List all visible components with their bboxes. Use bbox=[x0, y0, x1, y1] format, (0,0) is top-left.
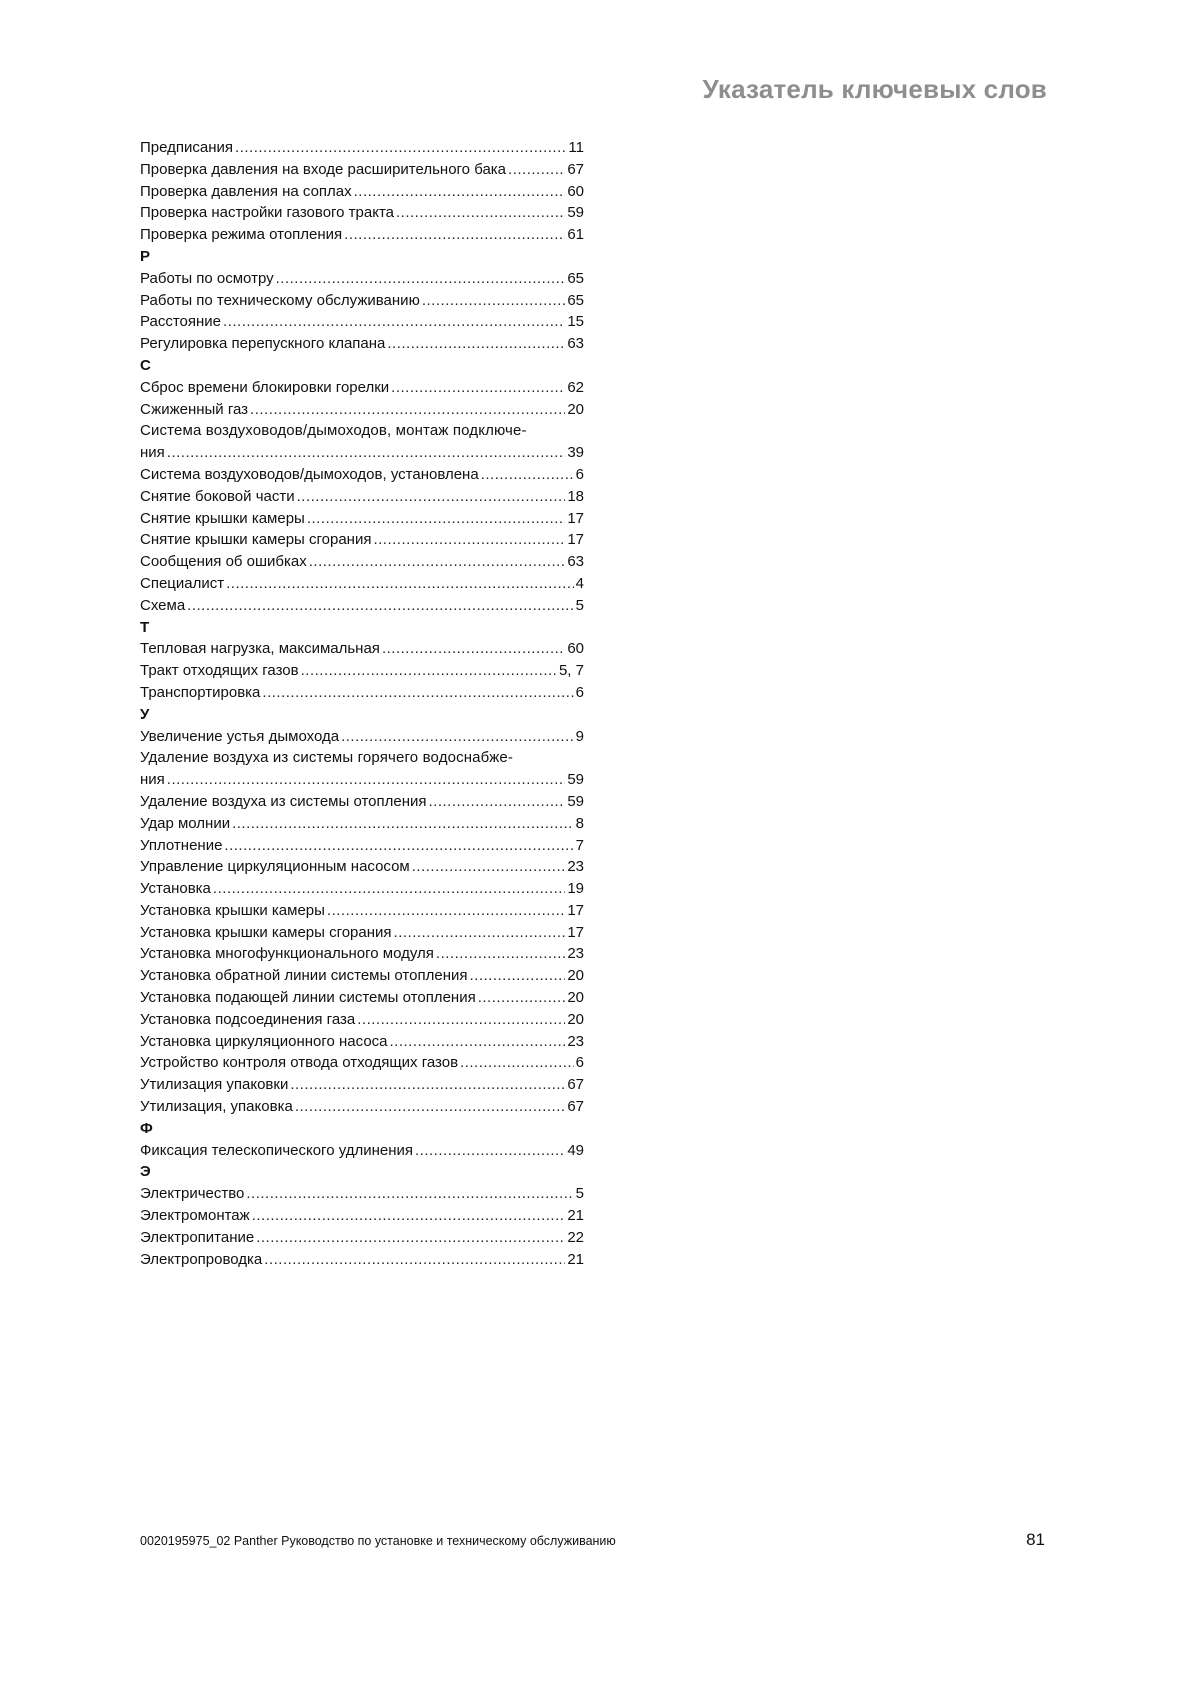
dot-leader bbox=[341, 726, 574, 748]
entry-term: Схема bbox=[140, 596, 186, 614]
entry-page: 6 bbox=[575, 683, 584, 701]
index-entry bbox=[140, 1031, 584, 1053]
entry-term: Предписания bbox=[140, 139, 234, 156]
entry-term: Специалист bbox=[140, 574, 225, 592]
dot-leader bbox=[396, 202, 565, 224]
dot-leader bbox=[276, 268, 566, 290]
entry-term: Тракт отходящих газов bbox=[140, 662, 299, 680]
dot-leader bbox=[309, 551, 566, 573]
entry-page: 17 bbox=[567, 901, 584, 919]
dot-leader bbox=[226, 573, 574, 595]
entry-page: 60 bbox=[567, 182, 584, 200]
entry-term: Регулировка перепускного клапана bbox=[140, 335, 386, 353]
entry-page: 17 bbox=[567, 923, 584, 941]
index-entry bbox=[140, 1205, 584, 1227]
index-group bbox=[140, 246, 584, 355]
index-entry bbox=[140, 1183, 584, 1205]
entry-page: 20 bbox=[567, 967, 584, 985]
entry-term: Установка многофункционального модуля bbox=[140, 945, 434, 963]
index-entry bbox=[140, 987, 584, 1009]
entry-term: Электропитание bbox=[140, 1228, 255, 1246]
entry-page: 21 bbox=[567, 1207, 584, 1225]
dot-leader bbox=[235, 137, 566, 159]
entry-page: 59 bbox=[567, 771, 584, 789]
index-entry-continuation bbox=[140, 769, 584, 791]
dot-leader bbox=[354, 181, 566, 203]
footer-document-info: 0020195975_02 Panther Руководство по установке и техническому обслуживанию bbox=[140, 1534, 616, 1548]
entry-page: 20 bbox=[567, 989, 584, 1007]
dot-leader bbox=[412, 856, 566, 878]
index-entry bbox=[140, 965, 584, 987]
entry-page: 67 bbox=[567, 1098, 584, 1116]
index-letter-heading: Т bbox=[140, 618, 150, 636]
entry-term: Электропроводка bbox=[140, 1250, 263, 1268]
index-entry bbox=[140, 791, 584, 813]
entry-page: 59 bbox=[567, 792, 584, 810]
entry-page: 8 bbox=[575, 814, 584, 832]
index-entry bbox=[140, 878, 584, 900]
index-entry bbox=[140, 813, 584, 835]
entry-term: Утилизация, упаковка bbox=[140, 1098, 293, 1116]
entry-page: 6 bbox=[575, 465, 584, 483]
dot-leader bbox=[436, 943, 565, 965]
entry-term: Снятие крышки камеры сгорания bbox=[140, 531, 372, 549]
dot-leader bbox=[460, 1052, 574, 1074]
dot-leader bbox=[422, 290, 565, 312]
dot-leader bbox=[295, 1096, 566, 1118]
page-number: 81 bbox=[1026, 1530, 1045, 1549]
index-entry bbox=[140, 726, 584, 748]
index-entry bbox=[140, 181, 584, 203]
entry-term: Проверка настройки газового тракта bbox=[140, 204, 395, 222]
entry-page: 23 bbox=[567, 1032, 584, 1050]
entry-page: 7 bbox=[575, 836, 584, 854]
index-entry bbox=[140, 595, 584, 617]
entry-page: 23 bbox=[567, 945, 584, 963]
index-group bbox=[140, 1161, 584, 1270]
dot-leader bbox=[262, 682, 573, 704]
keyword-index bbox=[140, 137, 584, 1270]
index-group bbox=[140, 704, 584, 1118]
index-entry bbox=[140, 856, 584, 878]
dot-leader bbox=[301, 660, 557, 682]
entry-term: Электромонтаж bbox=[140, 1207, 250, 1225]
index-letter-heading: Р bbox=[140, 247, 151, 265]
entry-term: Снятие крышки камеры bbox=[140, 509, 305, 527]
entry-term: Работы по техническому обслуживанию bbox=[140, 291, 420, 309]
dot-leader bbox=[250, 399, 565, 421]
dot-leader bbox=[357, 1009, 565, 1031]
index-entry bbox=[140, 464, 584, 486]
entry-page: 67 bbox=[567, 1076, 584, 1094]
entry-page: 5, 7 bbox=[558, 662, 584, 680]
entry-page: 5 bbox=[575, 596, 584, 614]
index-entry bbox=[140, 529, 584, 551]
entry-page: 17 bbox=[567, 509, 584, 527]
entry-term-continuation: ния bbox=[140, 771, 165, 789]
entry-term: Устройство контроля отвода отходящих газов bbox=[140, 1054, 459, 1072]
index-entry bbox=[140, 1052, 584, 1074]
entry-page: 59 bbox=[567, 204, 584, 222]
dot-leader bbox=[469, 965, 565, 987]
entry-term: Транспортировка bbox=[140, 683, 261, 701]
entry-page: 11 bbox=[568, 139, 584, 156]
entry-page: 63 bbox=[567, 553, 584, 571]
index-entry bbox=[140, 1096, 584, 1118]
index-entry bbox=[140, 551, 584, 573]
index-entry bbox=[140, 1227, 584, 1249]
dot-leader bbox=[481, 464, 574, 486]
dot-leader bbox=[224, 835, 573, 857]
index-entry bbox=[140, 835, 584, 857]
index-entry-wrapped bbox=[140, 420, 584, 464]
entry-term: Проверка давления на соплах bbox=[140, 182, 352, 200]
entry-term: Сброс времени блокировки горелки bbox=[140, 378, 390, 396]
index-entry bbox=[140, 508, 584, 530]
entry-term: Установка bbox=[140, 880, 211, 898]
entry-page: 20 bbox=[567, 1010, 584, 1028]
entry-page: 6 bbox=[575, 1054, 584, 1072]
entry-page: 23 bbox=[567, 858, 584, 876]
entry-term: Установка крышки камеры bbox=[140, 901, 325, 919]
dot-leader bbox=[390, 1031, 566, 1053]
entry-term: Установка крышки камеры сгорания bbox=[140, 923, 392, 941]
index-entry bbox=[140, 202, 584, 224]
entry-page: 20 bbox=[567, 400, 584, 418]
entry-page: 18 bbox=[567, 487, 584, 505]
entry-term: Проверка режима отопления bbox=[140, 226, 343, 244]
entry-page: 9 bbox=[575, 727, 584, 745]
index-entry bbox=[140, 333, 584, 355]
entry-term: Уплотнение bbox=[140, 836, 223, 854]
index-entry bbox=[140, 268, 584, 290]
entry-term-continuation: ния bbox=[140, 444, 165, 462]
entry-page: 15 bbox=[567, 313, 584, 331]
entry-page: 39 bbox=[567, 444, 584, 462]
entry-term: Система воздуховодов/дымоходов, монтаж подключе- bbox=[140, 422, 527, 440]
index-entry-continuation bbox=[140, 442, 584, 464]
entry-page: 21 bbox=[567, 1250, 584, 1268]
index-entry bbox=[140, 1140, 584, 1162]
dot-leader bbox=[382, 638, 565, 660]
index-entry bbox=[140, 399, 584, 421]
dot-leader bbox=[391, 377, 565, 399]
index-entry bbox=[140, 682, 584, 704]
index-entry bbox=[140, 1074, 584, 1096]
dot-leader bbox=[429, 791, 566, 813]
index-entry bbox=[140, 1249, 584, 1271]
entry-term: Увеличение устья дымохода bbox=[140, 727, 340, 745]
entry-page: 22 bbox=[567, 1228, 584, 1246]
index-entry bbox=[140, 943, 584, 965]
index-entry bbox=[140, 159, 584, 181]
entry-page: 61 bbox=[567, 226, 584, 244]
entry-page: 65 bbox=[567, 291, 584, 309]
dot-leader bbox=[478, 987, 566, 1009]
index-entry bbox=[140, 224, 584, 246]
page-title: Указатель ключевых слов bbox=[702, 74, 1047, 104]
entry-term: Управление циркуляционным насосом bbox=[140, 858, 410, 876]
index-entry bbox=[140, 311, 584, 333]
index-entry bbox=[140, 638, 584, 660]
index-group bbox=[140, 137, 584, 246]
index-entry-wrapped bbox=[140, 747, 584, 791]
entry-term: Электричество bbox=[140, 1185, 245, 1203]
dot-leader bbox=[297, 486, 566, 508]
entry-term: Сжиженный газ bbox=[140, 400, 249, 418]
index-group bbox=[140, 1118, 584, 1162]
index-entry bbox=[140, 137, 584, 159]
dot-leader bbox=[373, 529, 565, 551]
index-letter-heading: Э bbox=[140, 1163, 151, 1181]
entry-page: 63 bbox=[567, 335, 584, 353]
entry-page: 49 bbox=[567, 1141, 584, 1159]
dot-leader bbox=[256, 1227, 565, 1249]
dot-leader bbox=[232, 813, 574, 835]
entry-page: 65 bbox=[567, 269, 584, 287]
entry-term: Проверка давления на входе расширительного бака bbox=[140, 160, 507, 178]
entry-page: 19 bbox=[567, 880, 584, 898]
dot-leader bbox=[307, 508, 565, 530]
index-entry bbox=[140, 922, 584, 944]
dot-leader bbox=[387, 333, 565, 355]
index-entry bbox=[140, 486, 584, 508]
index-group bbox=[140, 355, 584, 617]
entry-term: Утилизация упаковки bbox=[140, 1076, 289, 1094]
dot-leader bbox=[415, 1140, 565, 1162]
entry-page: 60 bbox=[567, 640, 584, 658]
entry-page: 62 bbox=[567, 378, 584, 396]
index-entry bbox=[140, 573, 584, 595]
entry-term: Установка подающей линии системы отопления bbox=[140, 989, 476, 1007]
entry-term: Сообщения об ошибках bbox=[140, 553, 307, 571]
entry-term: Работы по осмотру bbox=[140, 269, 274, 287]
entry-term: Удаление воздуха из системы отопления bbox=[140, 792, 427, 810]
entry-term: Установка циркуляционного насоса bbox=[140, 1032, 388, 1050]
index-letter-heading: У bbox=[140, 705, 150, 723]
entry-page: 17 bbox=[567, 531, 584, 549]
index-entry bbox=[140, 900, 584, 922]
entry-page: 5 bbox=[575, 1185, 584, 1203]
dot-leader bbox=[394, 922, 566, 944]
dot-leader bbox=[344, 224, 565, 246]
dot-leader bbox=[264, 1249, 565, 1271]
index-entry bbox=[140, 377, 584, 399]
entry-term: Установка обратной линии системы отопления bbox=[140, 967, 468, 985]
entry-page: 4 bbox=[575, 574, 584, 592]
entry-term: Снятие боковой части bbox=[140, 487, 295, 505]
dot-leader bbox=[246, 1183, 573, 1205]
dot-leader bbox=[327, 900, 565, 922]
dot-leader bbox=[213, 878, 565, 900]
index-entry bbox=[140, 290, 584, 312]
dot-leader bbox=[187, 595, 573, 617]
dot-leader bbox=[223, 311, 565, 333]
index-letter-heading: С bbox=[140, 356, 151, 374]
entry-term: Фиксация телескопического удлинения bbox=[140, 1141, 414, 1159]
dot-leader bbox=[252, 1205, 566, 1227]
entry-term: Расстояние bbox=[140, 313, 222, 331]
index-entry bbox=[140, 660, 584, 682]
dot-leader bbox=[167, 769, 566, 791]
index-entry bbox=[140, 1009, 584, 1031]
entry-term: Система воздуховодов/дымоходов, установлена bbox=[140, 465, 479, 483]
dot-leader bbox=[167, 442, 566, 464]
entry-term: Тепловая нагрузка, максимальная bbox=[140, 640, 380, 658]
index-group bbox=[140, 617, 584, 704]
index-letter-heading: Ф bbox=[140, 1119, 153, 1137]
entry-page: 67 bbox=[567, 160, 584, 178]
dot-leader bbox=[508, 159, 565, 181]
dot-leader bbox=[290, 1074, 565, 1096]
entry-term: Удаление воздуха из системы горячего водоснабже- bbox=[140, 749, 514, 767]
entry-term: Установка подсоединения газа bbox=[140, 1010, 356, 1028]
entry-term: Удар молнии bbox=[140, 814, 231, 832]
